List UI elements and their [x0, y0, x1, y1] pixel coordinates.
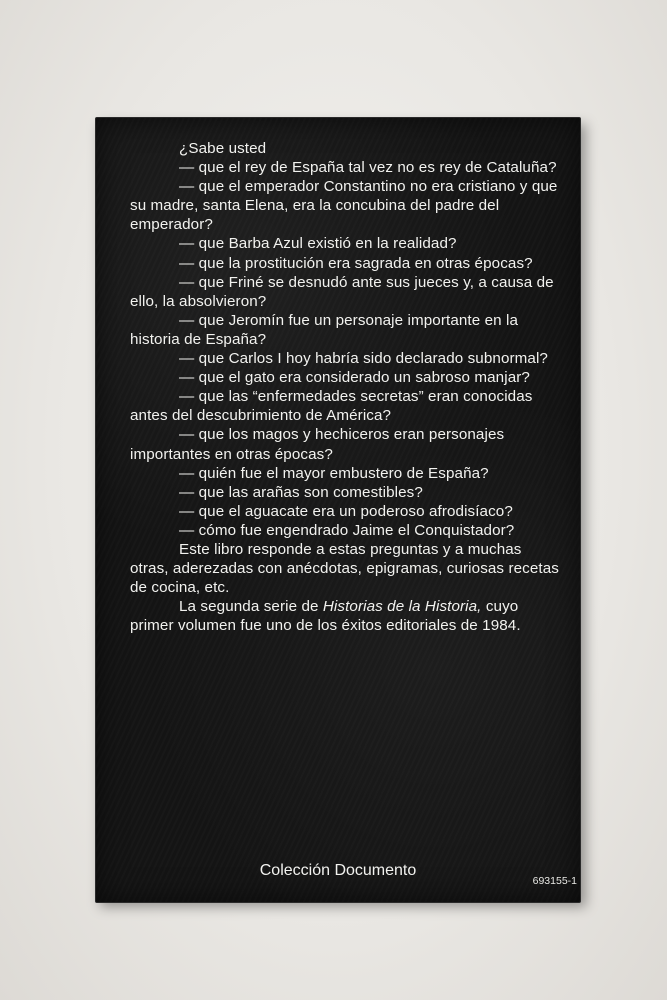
series-paragraph	[130, 597, 560, 635]
catalog-code: 693155-1	[532, 875, 577, 887]
series-text-after: cuyo primer volumen fue uno de los éxitos editoriales de 1984.	[130, 598, 521, 635]
question-4: — que la prostitución era sagrada en otras épocas?	[179, 254, 533, 272]
collection-name: Colección Documento	[259, 862, 417, 879]
question-9: — que las “enfermedades secretas” eran conocidas antes del descubrimiento de América?	[130, 388, 533, 425]
question-5: — que Friné se desnudó ante sus jueces y, a causa de ello, la absolvieron?	[130, 273, 554, 310]
question-7: — que Carlos I hoy habría sido declarado subnormal?	[179, 350, 548, 368]
intro-line: ¿Sabe usted	[179, 140, 267, 157]
question-14: — cómo fue engendrado Jaime el Conquistador?	[179, 521, 515, 539]
question-12: — que las arañas son comestibles?	[179, 483, 423, 501]
question-10: — que los magos y hechiceros eran personajes importantes en otras épocas?	[130, 426, 505, 463]
book-back-cover	[95, 117, 581, 903]
series-title: Historias de la Historia,	[322, 598, 482, 616]
question-3: — que Barba Azul existió en la realidad?	[179, 235, 457, 253]
blurb-text	[130, 139, 560, 635]
question-11: — quién fue el mayor embustero de España?	[179, 464, 489, 482]
question-13: — que el aguacate era un poderoso afrodisíaco?	[179, 502, 513, 520]
question-8: — que el gato era considerado un sabroso manjar?	[179, 369, 530, 387]
question-1: — que el rey de España tal vez no es rey de Cataluña?	[179, 159, 557, 177]
question-6: — que Jeromín fue un personaje importante en la historia de España?	[130, 311, 519, 348]
summary-paragraph: Este libro responde a estas preguntas y a muchas otras, aderezadas con anécdotas, epigramas, curiosas recetas de cocina, etc.	[130, 540, 559, 597]
series-text-before: La segunda serie de	[179, 598, 323, 616]
question-2: — que el emperador Constantino no era cristiano y que su madre, santa Elena, era la concubina del padre del emperador?	[130, 178, 558, 234]
